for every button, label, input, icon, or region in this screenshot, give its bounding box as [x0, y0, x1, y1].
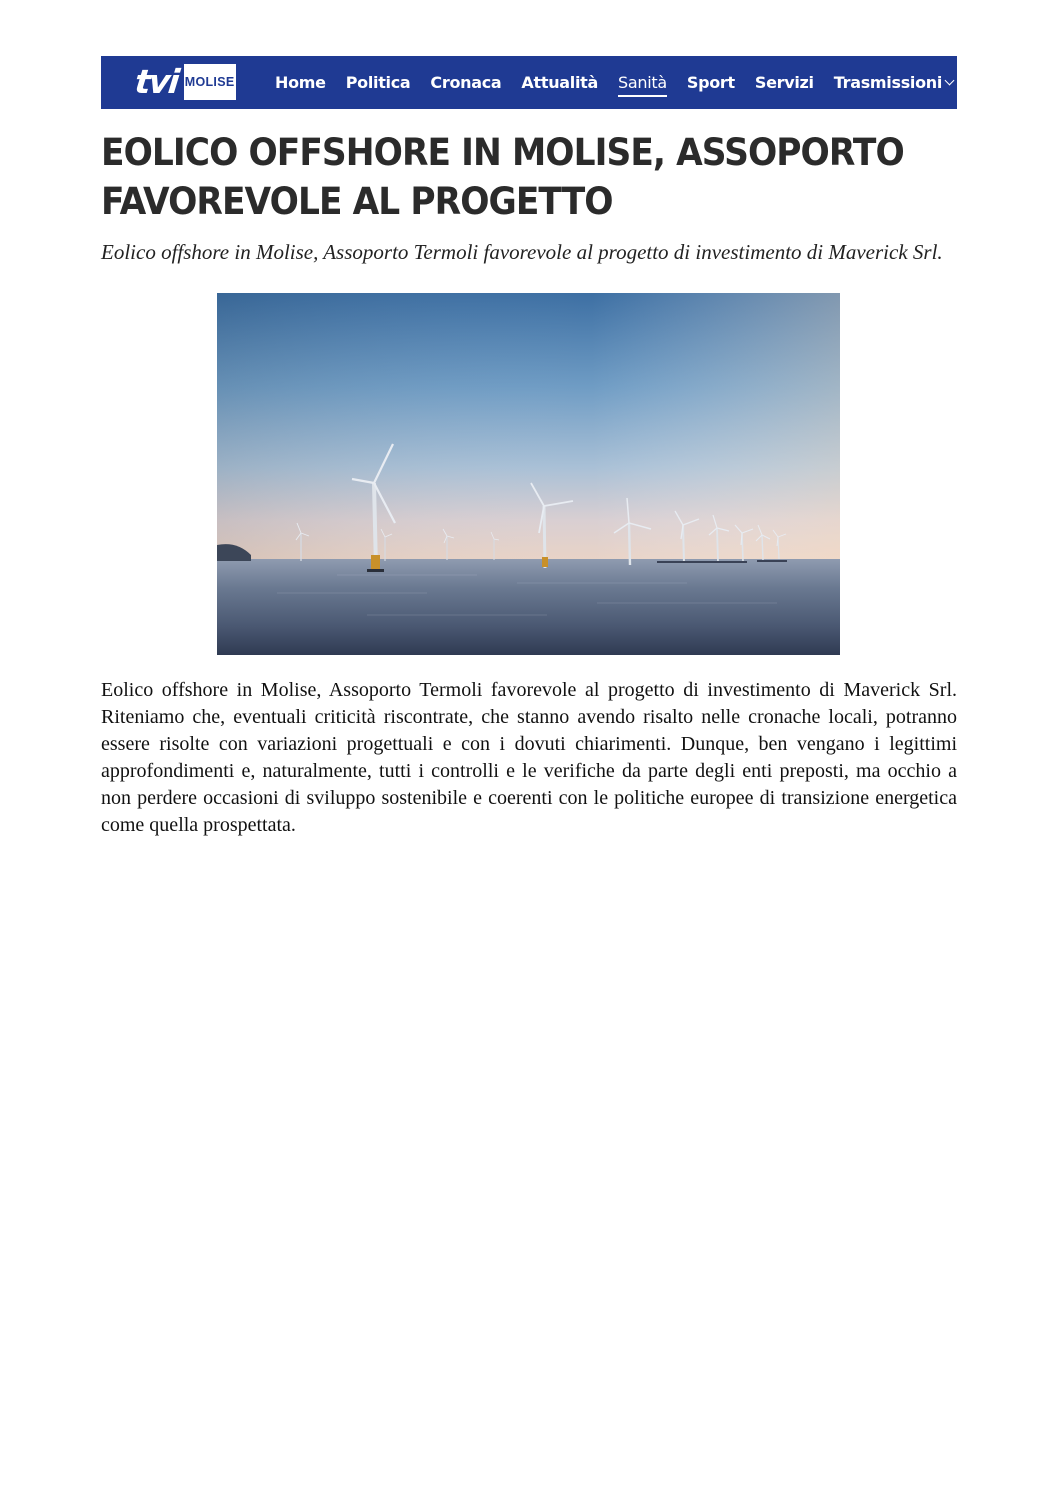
article-subtitle: Eolico offshore in Molise, Assoporto Termoli favorevole al progetto di investimento di Maverick Srl. — [101, 240, 943, 264]
site-navbar — [101, 56, 957, 109]
nav-item-trasmissioni[interactable] — [834, 73, 953, 92]
nav-item-trasmissioni-label: Trasmissioni — [833, 73, 943, 92]
logo-wordmark: tvi — [133, 62, 180, 101]
article-body: Eolico offshore in Molise, Assoporto Termoli favorevole al progetto di investimento di Maverick Srl. Riteniamo che, eventuali criticità riscontrate, che stanno avendo risalto nelle cronache locali, potranno essere risolte con variazioni progettuali e con i dovuti chiarimenti. Dunque, ben vengano i legittimi approfondimenti e, naturalmente, tutti i controlli e le verifiche da parte degli enti preposti, ma occhio a non perdere occasioni di sviluppo sostenibile e coerenti con le politiche europee di transizione energetica come quella prospettata. — [101, 679, 957, 836]
site-logo[interactable] — [135, 64, 236, 100]
chevron-down-icon — [945, 76, 955, 86]
logo-badge: MOLISE — [184, 64, 236, 100]
wind-farm-photo — [217, 293, 840, 655]
nav-item-cronaca[interactable]: Cronaca — [430, 73, 502, 92]
nav-item-sport[interactable]: Sport — [686, 73, 735, 92]
nav-item-sanita[interactable]: Sanità — [618, 73, 667, 92]
nav-menu — [275, 56, 973, 109]
nav-item-home[interactable]: Home — [275, 73, 326, 92]
nav-item-politica[interactable]: Politica — [345, 73, 411, 92]
nav-item-attualita[interactable]: Attualità — [521, 73, 599, 92]
nav-item-servizi[interactable]: Servizi — [754, 73, 814, 92]
article-image — [217, 293, 840, 655]
article-title: EOLICO OFFSHORE IN MOLISE, ASSOPORTO FAVOREVOLE AL PROGETTO — [101, 131, 904, 223]
